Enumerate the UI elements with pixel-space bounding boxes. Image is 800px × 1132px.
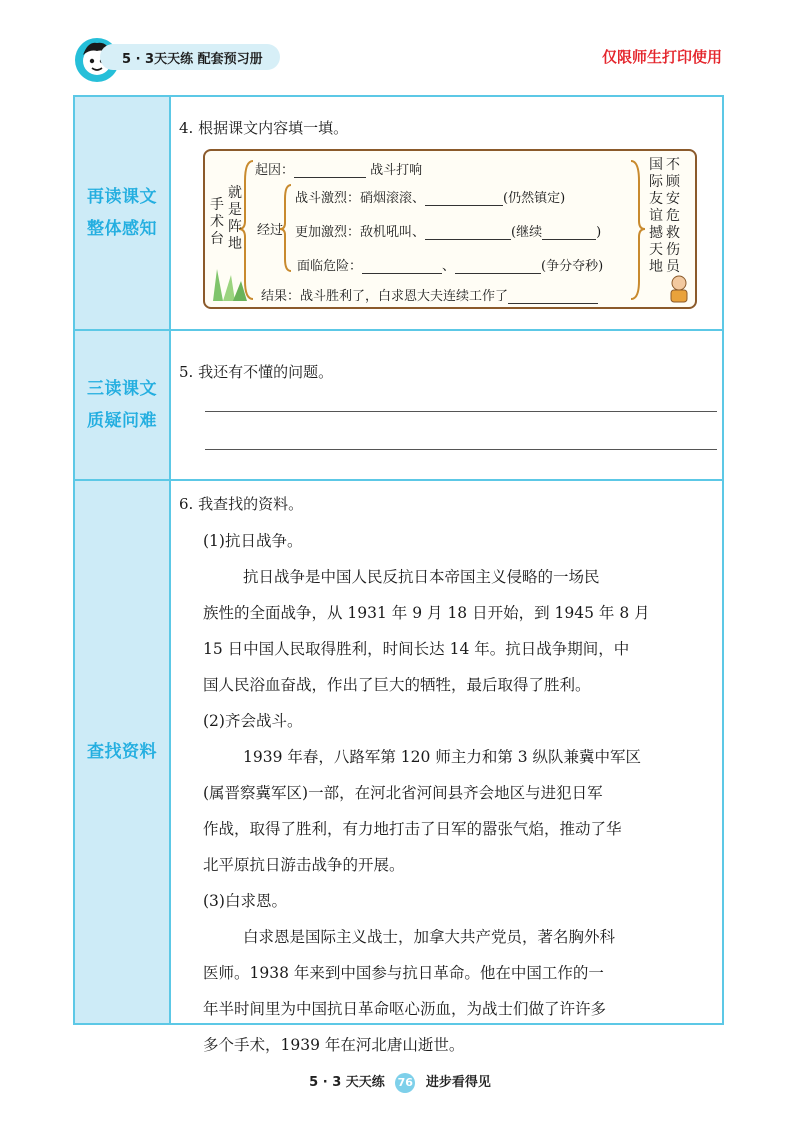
item-heading: (3)白求恩。: [203, 892, 287, 910]
series-badge: [100, 44, 280, 70]
paragraph-line: 1939 年春，八路军第 120 师主力和第 3 纵队兼冀中军区: [243, 748, 642, 766]
question-4-title: 4. 根据课文内容填一填。: [179, 119, 349, 137]
item-heading: (1)抗日战争。: [203, 532, 303, 550]
question-5-title: 5. 我还有不懂的问题。: [179, 363, 334, 381]
paragraph-line: 多个手术，1939 年在河北唐山逝世。: [203, 1036, 465, 1054]
danger-label: 面临危险：: [297, 259, 363, 274]
danger-separator: 、: [442, 259, 456, 274]
nurse-figure-icon: [671, 276, 687, 302]
right-vertical-text-2: 不顾安危救伤员: [666, 157, 680, 275]
footer-right: 进步看得见: [425, 1075, 491, 1090]
paragraph-line: 抗日战争是中国人民反抗日本帝国主义侵略的一场民: [243, 568, 600, 586]
fiercer-label: 更加激烈：敌机吼叫、: [295, 225, 426, 240]
fierce-hint: (仍然镇定): [503, 191, 566, 206]
section-label-line: 质疑问难: [87, 411, 157, 431]
fiercer-hint: (继续: [511, 225, 543, 240]
fiercer-blank-2[interactable]: [542, 225, 596, 240]
series-title: 5 · 3天天练 配套预习册: [122, 52, 263, 67]
section-reread: [75, 97, 722, 331]
fiercer-blank[interactable]: [425, 225, 511, 240]
item-heading: (2)齐会战斗。: [203, 712, 303, 730]
cause-label: 起因：: [255, 163, 295, 178]
paragraph-line: 作战，取得了胜利，有力地打击了日军的嚣张气焰，推动了华: [203, 820, 622, 838]
left-vertical-text: 手术台: [210, 197, 224, 247]
page-footer: [0, 1071, 800, 1093]
right-vertical-text-1: 国际友谊撼天地: [649, 157, 663, 275]
paragraph-line: 白求恩是国际主义战士，加拿大共产党员，著名胸外科: [243, 928, 616, 946]
plant-decoration: [213, 269, 247, 301]
section-label-line: 再读课文: [87, 187, 157, 207]
paragraph-line: 族性的全面战争，从 1931 年 9 月 18 日开始，到 1945 年 8 月: [203, 604, 650, 622]
paragraph-line: 国人民浴血奋战，作出了巨大的牺牲，最后取得了胜利。: [203, 676, 591, 694]
paragraph-line: 15 日中国人民取得胜利，时间长达 14 年。抗日战争期间，中: [203, 640, 630, 658]
question-6-title: 6. 我查找的资料。: [179, 495, 304, 513]
worksheet-table: [73, 95, 724, 1054]
result-text: 结果：战斗胜利了，白求恩大夫连续工作了: [261, 289, 509, 304]
print-notice: 仅限师生打印使用: [601, 48, 722, 66]
story-diagram: [203, 149, 697, 309]
section-research: [75, 481, 722, 1054]
cause-blank[interactable]: [294, 163, 366, 178]
page-number: 76: [395, 1073, 415, 1093]
danger-hint: (争分夺秒): [541, 259, 604, 274]
paragraph-line: 医师。1938 年来到中国参与抗日革命。他在中国工作的一: [203, 964, 604, 982]
answer-line[interactable]: [205, 411, 717, 412]
fierce-label: 战斗激烈：硝烟滚滚、: [295, 191, 426, 206]
fiercer-close: ): [596, 225, 602, 240]
process-label: 经过: [257, 223, 284, 238]
footer-left: 5 · 3 天天练: [309, 1075, 385, 1090]
section-question: [75, 331, 722, 481]
fierce-blank[interactable]: [425, 191, 503, 206]
section-label-line: 三读课文: [87, 379, 157, 399]
danger-blank-1[interactable]: [362, 259, 442, 274]
section-label: [75, 97, 171, 329]
cause-text: 战斗打响: [370, 163, 423, 178]
danger-blank-2[interactable]: [455, 259, 541, 274]
paragraph-line: 年半时间里为中国抗日革命呕心沥血，为战士们做了许许多: [203, 1000, 607, 1018]
answer-line[interactable]: [205, 449, 717, 450]
paragraph-line: (属晋察冀军区)一部，在河北省河间县齐会地区与进犯日军: [203, 784, 603, 802]
section-label: [75, 331, 171, 479]
section-label-line: 整体感知: [87, 219, 157, 239]
left-vertical-text-2: 就是阵地: [228, 185, 242, 252]
result-blank[interactable]: [508, 289, 598, 304]
section-label: [75, 481, 171, 1023]
paragraph-line: 北平原抗日游击战争的开展。: [203, 856, 405, 874]
section-label-line: 查找资料: [87, 742, 157, 762]
